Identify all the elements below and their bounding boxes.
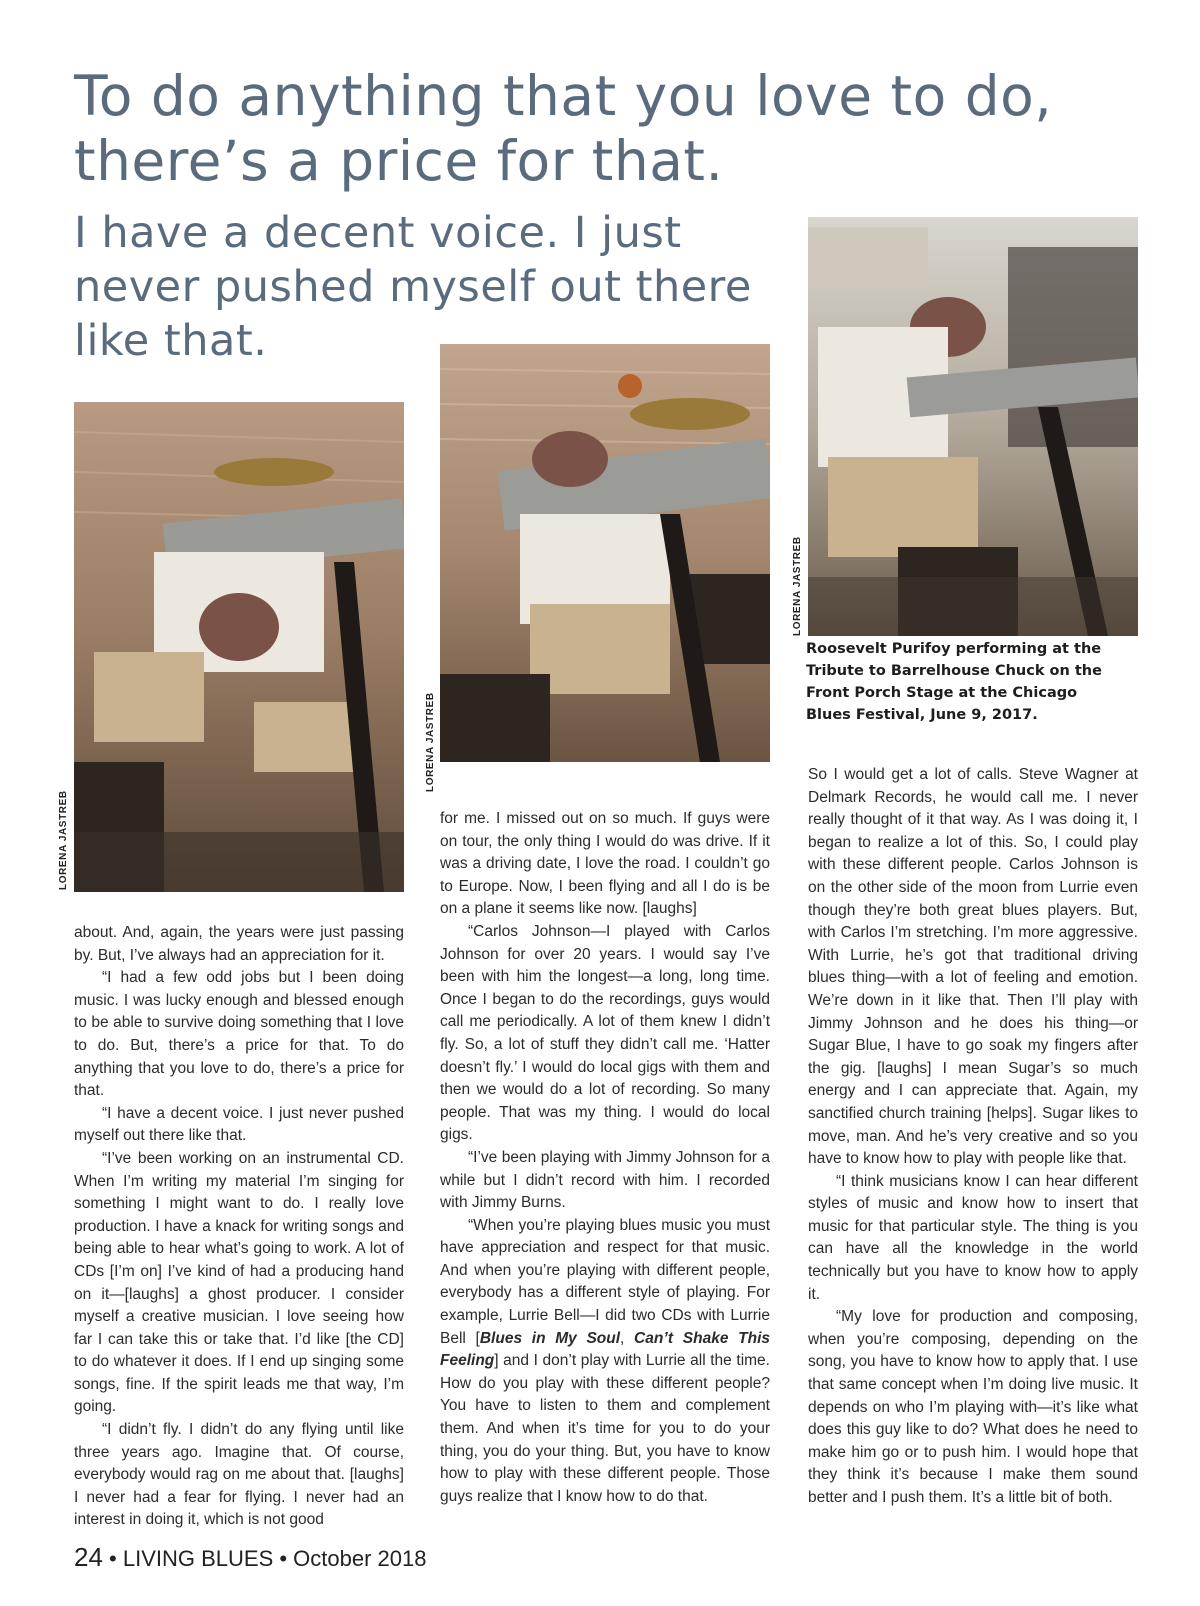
photo-caption: Roosevelt Purifoy performing at the Tribute to Barrelhouse Chuck on the Front Porch Stage at the Chicago Blues Festival, June 9, 2017. — [806, 641, 1102, 723]
pull-quote-headline: To do anything that you love to do, there’s a price for that. — [74, 64, 1053, 193]
paragraph: “I had a few odd jobs but I been doing music. I was lucky enough and blessed enough to be able to survive doing something that I love to do. But, there’s a price for that. To do anything that you love to do, there’s a price for that. — [74, 969, 404, 1100]
paragraph: “I think musicians know I can hear different styles of music and know how to insert that music for that particular style. The thing is you can have all the knowledge in the world technically but you have to know how to apply it. — [808, 1172, 1138, 1303]
paragraph: “I’ve been working on an instrumental CD. When I’m writing my material I’m singing for something I might want to do. I really love production. I have a knack for writing songs and being able to hear what’s going to work. A lot of CDs [I’m on] I’ve kind of had a producing hand on it—[laughs] a ghost producer. I consider myself a creative musician. I love seeing how far I can take this or take that. I’d like [the CD] to do whatever it does. If I end up singing some songs, fine. If the spirit leads me that way, I’m going. — [74, 1149, 404, 1416]
photo1-credit: LORENA JASTREB — [58, 790, 69, 890]
paragraph: “My love for production and composing, when you’re composing, depending on the song, you have to know how to apply that. I use that same concept when I’m doing live music. It depends on who I’m playing with—it’s like what does this guy like to do? What does he need to make him go or to push him. I would hope that they think it’s because I make them sound better and I push them. It’s a little bit of both. — [808, 1308, 1138, 1506]
article-column-2 — [440, 808, 770, 1508]
photo2-credit: LORENA JASTREB — [425, 692, 436, 792]
photo-kneeling-under-keyboard — [74, 402, 404, 892]
pull-quote-secondary: I have a decent voice. I just never pushed myself out there like that. — [74, 208, 752, 366]
magazine-issue: • LIVING BLUES • October 2018 — [109, 1546, 427, 1571]
album-title: Can’t Shake This Feeling — [440, 1329, 770, 1370]
paragraph: So I would get a lot of calls. Steve Wagner at Delmark Records, he would call me. I never really thought of it that way. As I was doing it, I began to realize a lot of this. So, I could play with these different people. Carlos Johnson is on the other side of the moon from Lurrie even though they’re both great blues players. But, with Carlos I’m stretching. I’m more aggressive. With Lurrie, he’s got that traditional driving blues thing—with a lot of feeling and emotion. We’re down in it like that. Then I’ll play with Jimmy Johnson and he does his thing—or Sugar Blue, I have to go soak my fingers after the gig. [laughs] I mean Sugar’s so much energy and I can appreciate that. Again, my sanctified church training [helps]. Sugar likes to move, man. And he’s very creative and so you have to know how to play with people like that. — [808, 766, 1138, 1168]
article-column-3 — [808, 764, 1138, 1510]
photo3-credit: LORENA JASTREB — [792, 536, 803, 636]
text-run: “When you’re playing blues music you must have appreciation and respect for that music. And when you’re playing with different people, everybody has a different style of playing. For example, Lurrie Bell—I did two CDs with Lurrie Bell [ — [440, 1216, 770, 1347]
article-column-1 — [74, 922, 404, 1532]
paragraph: “Carlos Johnson—I played with Carlos Johnson for over 20 years. I would say I’ve been with him the longest—a long, long time. Once I began to do the recordings, guys would call me periodically. A lot of them knew I didn’t fly. So, a lot of stuff they didn’t call me. ‘Hatter doesn’t fly.’ I would do local gigs with them and then we would do a lot of recording. So many people. That was my thing. I would do local gigs. — [440, 922, 770, 1144]
photo-head-down-on-keyboard — [440, 344, 770, 762]
paragraph: “I didn’t fly. I didn’t do any flying until like three years ago. Imagine that. Of course, everybody would rag on me about that. [laughs] I never had a fear for flying. I never had an interest in doing it, which is not good — [74, 1421, 404, 1529]
photo-sitting-at-keyboard — [808, 217, 1138, 636]
text-run: ] and I don’t play with Lurrie all the time. How do you play with these different people? You have to listen to them and complement them. And when it’s time for you to do your thing, you do your thing. But, you have to know how to play with these different people. Those guys realize that I know how to do that. — [440, 1352, 770, 1505]
page-footer — [74, 1542, 427, 1573]
paragraph: “I’ve been playing with Jimmy Johnson for a while but I didn’t record with him. I recorded with Jimmy Burns. — [440, 1148, 770, 1212]
paragraph: about. And, again, the years were just passing by. But, I’ve always had an appreciation for it. — [74, 924, 404, 964]
paragraph: for me. I missed out on so much. If guys were on tour, the only thing I would do was drive. If it was a driving date, I love the road. I couldn’t go to Europe. Now, I been flying and all I do is be on a plane it seems like now. [laughs] — [440, 810, 770, 918]
paragraph: “I have a decent voice. I just never pushed myself out there like that. — [74, 1104, 404, 1145]
text-run: , — [620, 1329, 635, 1347]
paragraph — [440, 1215, 770, 1509]
album-title: Blues in My Soul — [479, 1329, 621, 1347]
page-number: 24 — [74, 1542, 103, 1572]
